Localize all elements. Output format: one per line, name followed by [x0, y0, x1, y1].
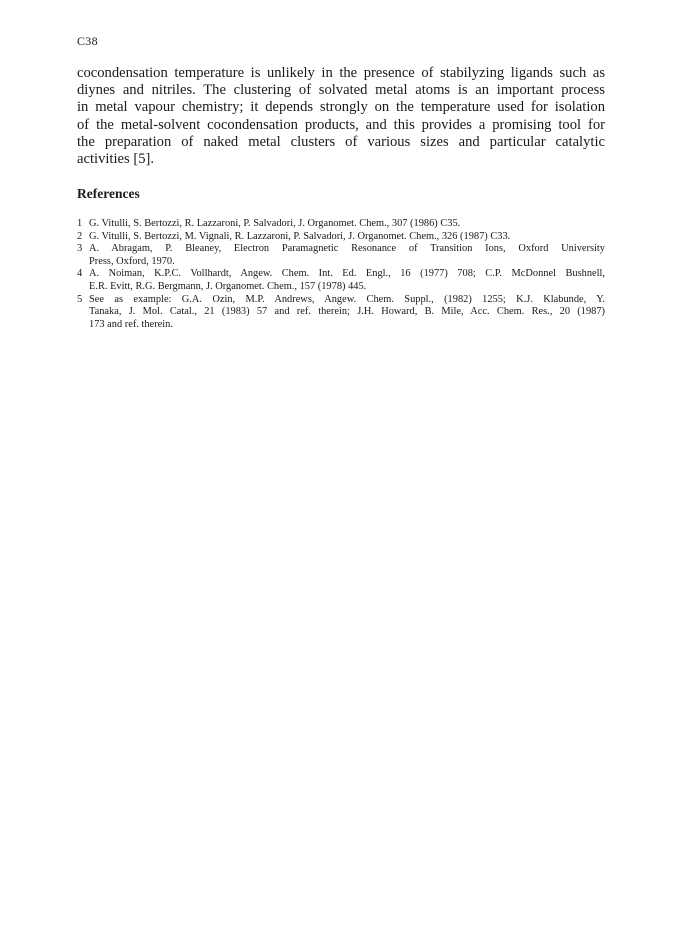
reference-item — [77, 218, 605, 231]
reference-text — [89, 231, 605, 244]
body-paragraph — [77, 65, 605, 168]
reference-item — [77, 231, 605, 244]
reference-line: 173 and ref. therein. — [89, 318, 173, 330]
reference-line: G. Vitulli, S. Bertozzi, M. Vignali, R. Lazzaroni, P. Salvadori, J. Organomet. Chem., 326 (1987) C33. — [89, 230, 511, 242]
reference-line: A. Noiman, K.P.C. Vollhardt, Angew. Chem. Int. Ed. Engl., 16 (1977) 708; C.P. McDonnel Bushnell, — [89, 268, 605, 280]
body-line: in metal vapour chemistry; it depends strongly on the temperature used for isolation — [77, 99, 605, 116]
reference-line: Press, Oxford, 1970. — [89, 255, 175, 267]
reference-list — [77, 218, 605, 331]
reference-number: 4 — [77, 268, 83, 280]
body-line: the preparation of naked metal clusters of various sizes and particular catalytic — [77, 133, 605, 150]
references-heading: References — [77, 186, 140, 201]
body-line: activities [5]. — [77, 151, 154, 168]
reference-item — [77, 243, 605, 268]
body-line: diynes and nitriles. The clustering of solvated metal atoms is an important process — [77, 82, 605, 99]
reference-line: See as example: G.A. Ozin, M.P. Andrews, Angew. Chem. Suppl., (1982) 1255; K.J. Klabunde, Y. — [89, 293, 605, 305]
body-line: cocondensation temperature is unlikely in the presence of stabilyzing ligands such as — [77, 65, 605, 81]
reference-line: G. Vitulli, S. Bertozzi, R. Lazzaroni, P. Salvadori, J. Organomet. Chem., 307 (1986) C35. — [89, 218, 461, 229]
reference-text — [89, 243, 605, 268]
body-line: of the metal-solvent cocondensation products, and this provides a promising tool for — [77, 116, 605, 133]
page-number: C38 — [77, 34, 98, 48]
reference-item — [77, 294, 605, 332]
reference-line: E.R. Evitt, R.G. Bergmann, J. Organomet. Chem., 157 (1978) 445. — [89, 280, 367, 292]
reference-number: 3 — [77, 243, 83, 255]
reference-number: 5 — [77, 293, 83, 305]
reference-text — [89, 268, 605, 293]
reference-text — [89, 218, 605, 231]
reference-line: Tanaka, J. Mol. Catal., 21 (1983) 57 and ref. therein; J.H. Howard, B. Mile, Acc. Chem. Res., 20 (1987) — [89, 306, 605, 318]
reference-number: 2 — [77, 230, 83, 242]
reference-text — [89, 294, 605, 332]
reference-item — [77, 268, 605, 293]
reference-line: A. Abragam, P. Bleaney, Electron Paramagnetic Resonance of Transition Ions, Oxford University — [89, 243, 605, 255]
reference-number: 1 — [77, 218, 83, 229]
